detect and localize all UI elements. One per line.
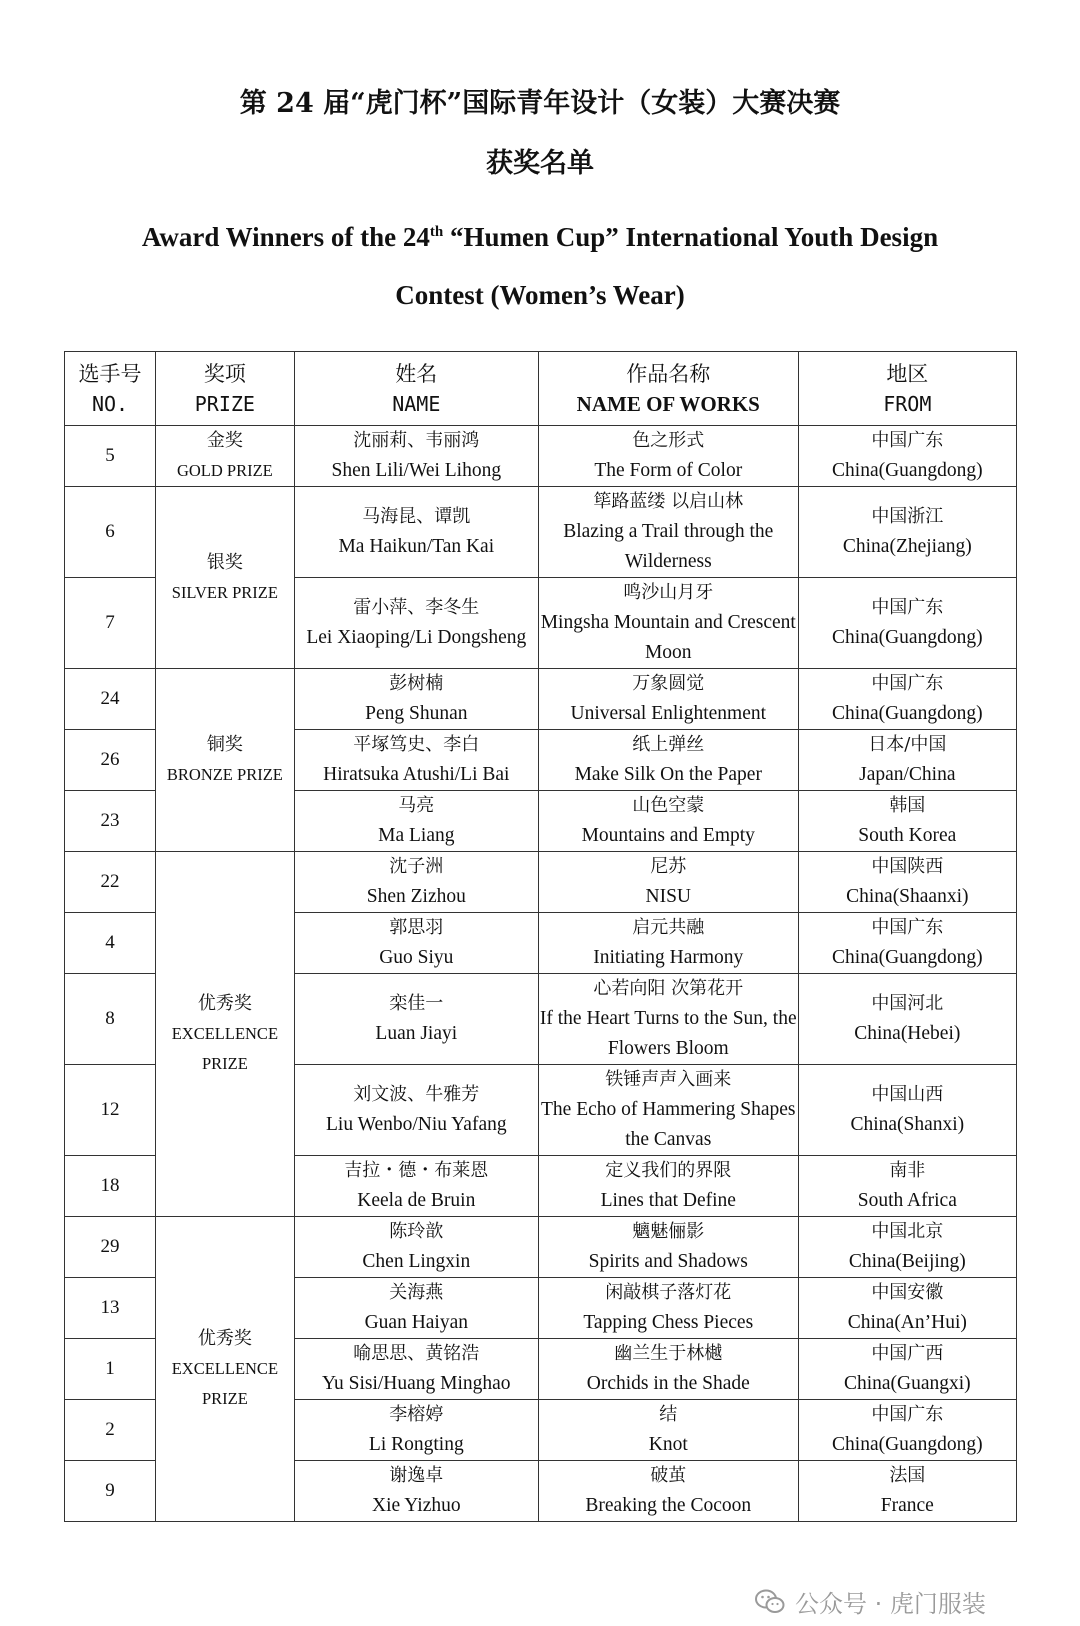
cell-work xyxy=(538,1339,798,1400)
from-cn: 韩国 xyxy=(889,795,926,816)
name-cn: 刘文波、牛雅芳 xyxy=(353,1084,480,1105)
cell-no: 26 xyxy=(65,730,156,791)
from-en: China(Guangdong) xyxy=(832,627,983,648)
cell-prize-bronze xyxy=(156,669,295,852)
cell-from xyxy=(798,426,1016,487)
cell-no: 7 xyxy=(65,578,156,669)
work-cn: 山色空蒙 xyxy=(632,795,705,816)
cell-from xyxy=(798,1461,1016,1522)
cell-work xyxy=(538,578,798,669)
prize-en: BRONZE PRIZE xyxy=(166,765,283,784)
cell-from xyxy=(798,1065,1016,1156)
from-en: China(Shaanxi) xyxy=(846,886,969,907)
award-table xyxy=(64,351,1017,1522)
cell-work xyxy=(538,1400,798,1461)
from-cn: 中国河北 xyxy=(871,993,944,1014)
cell-name xyxy=(294,1339,538,1400)
name-en: Yu Sisi/Huang Minghao xyxy=(322,1373,511,1394)
from-en: China(An’Hui) xyxy=(847,1312,967,1333)
name-cn: 沈丽莉、韦丽鸿 xyxy=(353,430,480,451)
work-en: NISU xyxy=(645,886,692,907)
name-en: Ma Liang xyxy=(378,825,455,846)
from-en: China(Guangdong) xyxy=(832,947,983,968)
cell-from xyxy=(798,1339,1016,1400)
from-cn: 法国 xyxy=(889,1465,926,1486)
cell-work xyxy=(538,1156,798,1217)
name-en: Keela de Bruin xyxy=(357,1190,476,1211)
header-from-cn: 地区 xyxy=(886,361,929,386)
cell-prize-excellence xyxy=(156,1217,295,1522)
from-cn: 中国山西 xyxy=(871,1084,944,1105)
work-cn: 闲敲棋子落灯花 xyxy=(605,1282,732,1303)
work-cn: 魑魅俪影 xyxy=(632,1221,705,1242)
work-cn: 色之形式 xyxy=(632,430,705,451)
cell-name xyxy=(294,974,538,1065)
from-cn: 中国广西 xyxy=(871,1343,944,1364)
header-no-en: NO. xyxy=(91,391,129,416)
name-en: Shen Zizhou xyxy=(366,886,466,907)
cell-no: 5 xyxy=(65,426,156,487)
cell-from xyxy=(798,1400,1016,1461)
name-cn: 郭思羽 xyxy=(389,917,444,938)
work-en: If the Heart Turns to the Sun, the Flowers Bloom xyxy=(539,1008,797,1059)
cell-work xyxy=(538,426,798,487)
cell-work xyxy=(538,487,798,578)
cell-no: 9 xyxy=(65,1461,156,1522)
from-cn: 日本/中国 xyxy=(868,734,947,755)
from-cn: 中国北京 xyxy=(871,1221,944,1242)
work-en: Lines that Define xyxy=(600,1190,736,1211)
cell-no: 4 xyxy=(65,913,156,974)
name-cn: 陈玲歆 xyxy=(389,1221,444,1242)
work-en: The Form of Color xyxy=(594,460,743,481)
prize-cn: 优秀奖 xyxy=(197,993,252,1014)
work-cn: 鸣沙山月牙 xyxy=(623,582,714,603)
work-en: Universal Enlightenment xyxy=(570,703,767,724)
from-en: China(Shanxi) xyxy=(850,1114,965,1135)
name-en: Lei Xiaoping/Li Dongsheng xyxy=(306,627,527,648)
work-en: Breaking the Cocoon xyxy=(585,1495,752,1516)
cell-from xyxy=(798,1278,1016,1339)
from-cn: 中国广东 xyxy=(871,673,944,694)
name-en: Li Rongting xyxy=(368,1434,464,1455)
name-en: Liu Wenbo/Niu Yafang xyxy=(326,1114,507,1135)
cell-prize-gold xyxy=(156,426,295,487)
table-row xyxy=(65,487,1017,578)
from-en: China(Hebei) xyxy=(854,1023,961,1044)
header-no-cn: 选手号 xyxy=(78,361,142,386)
name-cn: 吉拉・德・布莱恩 xyxy=(344,1160,489,1181)
work-cn: 定义我们的界限 xyxy=(605,1160,732,1181)
name-cn: 马海昆、谭凯 xyxy=(362,506,471,527)
cell-name xyxy=(294,1065,538,1156)
cell-from xyxy=(798,487,1016,578)
name-en: Shen Lili/Wei Lihong xyxy=(331,460,502,481)
from-cn: 中国广东 xyxy=(871,917,944,938)
cell-no: 2 xyxy=(65,1400,156,1461)
work-cn: 心若向阳 次第花开 xyxy=(593,978,744,999)
wechat-icon xyxy=(755,1589,785,1615)
cell-name xyxy=(294,1278,538,1339)
from-en: China(Guangxi) xyxy=(843,1373,971,1394)
name-cn: 雷小萍、李冬生 xyxy=(353,597,480,618)
name-cn: 平塚笃史、李白 xyxy=(353,734,480,755)
work-en: Spirits and Shadows xyxy=(588,1251,748,1272)
name-cn: 栾佳一 xyxy=(389,993,444,1014)
table-row xyxy=(65,669,1017,730)
cell-work xyxy=(538,913,798,974)
prize-en: SILVER PRIZE xyxy=(171,582,278,602)
cell-from xyxy=(798,974,1016,1065)
from-en: South Korea xyxy=(858,825,957,846)
title-english-part1: Award Winners of the 24 xyxy=(141,222,430,252)
name-en: Hiratsuka Atushi/Li Bai xyxy=(323,764,510,785)
work-en: Orchids in the Shade xyxy=(586,1373,750,1394)
header-from xyxy=(798,352,1016,426)
work-en: Tapping Chess Pieces xyxy=(583,1312,754,1333)
work-cn: 铁锤声声入画来 xyxy=(605,1069,732,1090)
cell-from xyxy=(798,1156,1016,1217)
header-works-cn: 作品名称 xyxy=(626,361,711,386)
header-no xyxy=(65,352,156,426)
name-cn: 马亮 xyxy=(398,795,435,816)
cell-no: 24 xyxy=(65,669,156,730)
name-en: Chen Lingxin xyxy=(362,1251,471,1272)
name-cn: 喻思思、黄铭浩 xyxy=(353,1343,480,1364)
work-cn: 尼苏 xyxy=(650,856,687,877)
cell-from xyxy=(798,913,1016,974)
header-works-en: NAME OF WORKS xyxy=(576,391,760,416)
cell-from xyxy=(798,669,1016,730)
cell-from xyxy=(798,578,1016,669)
title-english-line2: Contest (Women’s Wear) xyxy=(395,280,685,310)
cell-no: 18 xyxy=(65,1156,156,1217)
watermark xyxy=(755,1584,986,1619)
title-english xyxy=(60,208,1020,324)
cell-prize-silver xyxy=(156,487,295,669)
name-cn: 关海燕 xyxy=(389,1282,444,1303)
from-en: China(Zhejiang) xyxy=(842,536,972,557)
cell-from xyxy=(798,730,1016,791)
work-en: Mountains and Empty xyxy=(581,825,755,846)
from-en: Japan/China xyxy=(859,764,956,785)
cell-no: 1 xyxy=(65,1339,156,1400)
cell-name xyxy=(294,730,538,791)
work-en: The Echo of Hammering Shapes the Canvas xyxy=(541,1099,796,1150)
header-name xyxy=(294,352,538,426)
work-cn: 万象圆觉 xyxy=(632,673,705,694)
name-cn: 沈子洲 xyxy=(389,856,444,877)
prize-cn: 金奖 xyxy=(206,430,243,451)
cell-no: 23 xyxy=(65,791,156,852)
cell-no: 13 xyxy=(65,1278,156,1339)
from-en: China(Guangdong) xyxy=(832,703,983,724)
table-row xyxy=(65,852,1017,913)
header-prize-cn: 奖项 xyxy=(203,361,246,386)
cell-name xyxy=(294,426,538,487)
from-en: France xyxy=(880,1495,934,1516)
cell-from xyxy=(798,791,1016,852)
work-cn: 破茧 xyxy=(650,1465,687,1486)
name-en: Luan Jiayi xyxy=(375,1023,458,1044)
prize-cn: 铜奖 xyxy=(206,734,243,755)
cell-work xyxy=(538,1278,798,1339)
from-cn: 中国安徽 xyxy=(871,1282,944,1303)
work-en: Initiating Harmony xyxy=(593,947,744,968)
cell-work xyxy=(538,1461,798,1522)
title-chinese: 第 24 届“虎门杯”国际青年设计（女装）大赛决赛 xyxy=(239,88,841,119)
from-cn: 中国广东 xyxy=(871,597,944,618)
cell-name xyxy=(294,487,538,578)
header-prize-en: PRIZE xyxy=(194,391,255,416)
prize-cn: 优秀奖 xyxy=(197,1328,252,1349)
cell-work xyxy=(538,730,798,791)
cell-name xyxy=(294,852,538,913)
cell-work xyxy=(538,791,798,852)
from-cn: 南非 xyxy=(889,1160,926,1181)
work-cn: 幽兰生于林樾 xyxy=(614,1343,723,1364)
work-cn: 结 xyxy=(659,1404,678,1425)
name-en: Guan Haiyan xyxy=(364,1312,469,1333)
work-cn: 筚路蓝缕 以启山林 xyxy=(593,491,744,512)
cell-name xyxy=(294,1400,538,1461)
from-en: China(Guangdong) xyxy=(832,1434,983,1455)
from-en: South Africa xyxy=(857,1190,957,1211)
header-name-en: NAME xyxy=(392,391,441,416)
cell-no: 12 xyxy=(65,1065,156,1156)
table-row xyxy=(65,1217,1017,1278)
cell-work xyxy=(538,1217,798,1278)
work-cn: 启元共融 xyxy=(632,917,705,938)
header-name-cn: 姓名 xyxy=(395,361,438,386)
cell-name xyxy=(294,791,538,852)
work-en: Knot xyxy=(648,1434,688,1455)
cell-prize-excellence xyxy=(156,852,295,1217)
work-en: Make Silk On the Paper xyxy=(574,764,762,785)
prize-cn: 银奖 xyxy=(206,551,243,573)
name-cn: 李榕婷 xyxy=(389,1404,444,1425)
subtitle-chinese: 获奖名单 xyxy=(486,148,594,179)
from-cn: 中国广东 xyxy=(871,430,944,451)
cell-no: 29 xyxy=(65,1217,156,1278)
from-en: China(Beijing) xyxy=(848,1251,966,1272)
cell-name xyxy=(294,669,538,730)
cell-from xyxy=(798,852,1016,913)
cell-work xyxy=(538,669,798,730)
title-english-part2: “Humen Cup” International Youth Design xyxy=(443,222,939,252)
name-cn: 彭树楠 xyxy=(389,673,444,694)
from-en: China(Guangdong) xyxy=(832,460,983,481)
cell-name xyxy=(294,1461,538,1522)
prize-en: EXCELLENCE PRIZE xyxy=(171,1024,279,1073)
work-en: Blazing a Trail through the Wilderness xyxy=(563,521,774,572)
cell-no: 6 xyxy=(65,487,156,578)
prize-en: GOLD PRIZE xyxy=(176,461,273,480)
cell-no: 22 xyxy=(65,852,156,913)
cell-name xyxy=(294,913,538,974)
work-en: Mingsha Mountain and Crescent Moon xyxy=(540,612,796,663)
header-from-en: FROM xyxy=(883,391,932,416)
cell-no: 8 xyxy=(65,974,156,1065)
cell-work xyxy=(538,1065,798,1156)
from-cn: 中国陕西 xyxy=(871,856,944,877)
name-en: Guo Siyu xyxy=(379,947,454,968)
cell-name xyxy=(294,1217,538,1278)
watermark-text: 公众号 · 虎门服装 xyxy=(795,1590,986,1618)
title-english-ordinal: th xyxy=(429,224,444,240)
header-prize xyxy=(156,352,295,426)
cell-name xyxy=(294,1156,538,1217)
table-header-row xyxy=(65,352,1017,426)
cell-work xyxy=(538,852,798,913)
name-en: Ma Haikun/Tan Kai xyxy=(338,536,495,557)
prize-en: EXCELLENCE PRIZE xyxy=(171,1359,279,1408)
from-cn: 中国广东 xyxy=(871,1404,944,1425)
cell-name xyxy=(294,578,538,669)
cell-work xyxy=(538,974,798,1065)
header-works xyxy=(538,352,798,426)
work-cn: 纸上弹丝 xyxy=(632,734,705,755)
cell-from xyxy=(798,1217,1016,1278)
name-en: Xie Yizhuo xyxy=(371,1495,461,1516)
name-cn: 谢逸卓 xyxy=(389,1465,444,1486)
name-en: Peng Shunan xyxy=(365,703,468,724)
table-row xyxy=(65,426,1017,487)
from-cn: 中国浙江 xyxy=(871,506,944,527)
